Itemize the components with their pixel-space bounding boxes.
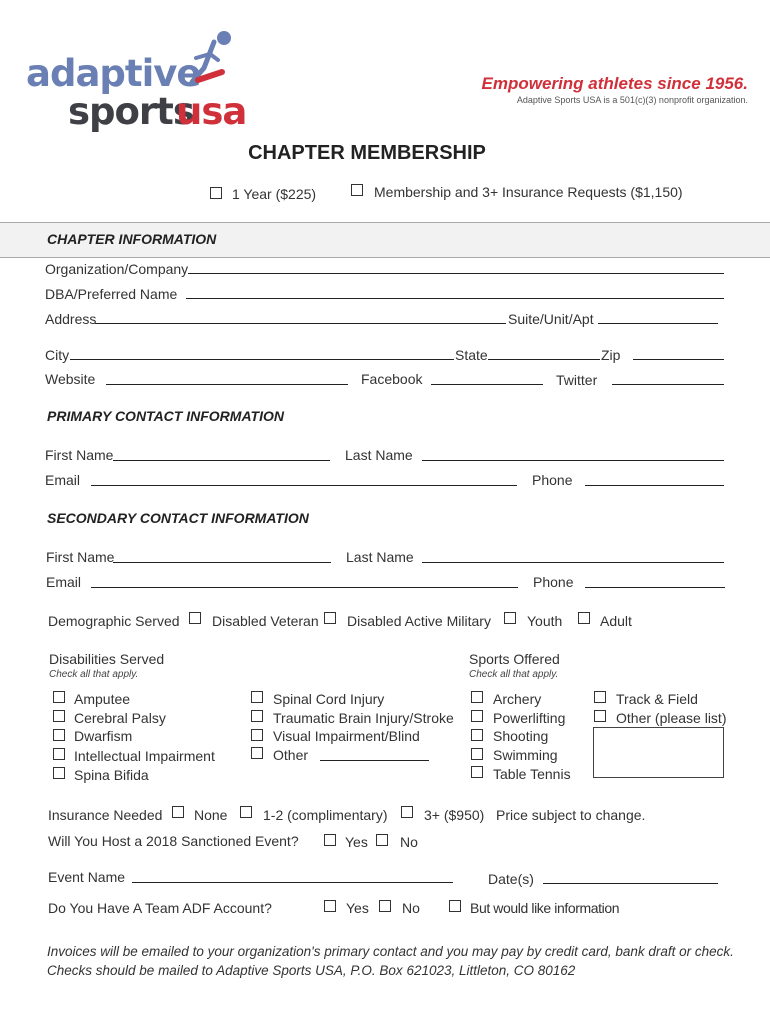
chapter-info-heading: CHAPTER INFORMATION [47,231,217,247]
secondary-email-label: Email [46,574,82,590]
primary-contact-heading: PRIMARY CONTACT INFORMATION [47,408,284,424]
table-tennis-label: Table Tennis [493,766,571,782]
disabilities-note: Check all that apply. [49,669,139,680]
website-field[interactable] [106,384,348,385]
sports-note: Check all that apply. [469,669,559,680]
swimming-label: Swimming [493,747,558,763]
disabled-veteran-label: Disabled Veteran [212,613,319,629]
insurance-none-label: None [194,807,228,823]
adult-checkbox[interactable] [578,612,590,624]
state-field[interactable] [488,359,600,360]
sanctioned-event-yes-checkbox[interactable] [324,834,336,846]
organization-label: Organization/Company [45,261,189,277]
zip-field[interactable] [633,359,724,360]
spina-bifida-checkbox[interactable] [53,767,65,779]
tagline: Empowering athletes since 1956. [481,74,748,93]
address-label: Address [45,311,97,327]
amputee-checkbox[interactable] [53,691,65,703]
address-field[interactable] [95,323,506,324]
primary-phone-field[interactable] [585,485,724,486]
facebook-label: Facebook [361,371,423,387]
amputee-label: Amputee [74,691,131,707]
organization-field[interactable] [188,273,724,274]
youth-checkbox[interactable] [504,612,516,624]
insurance-none-checkbox[interactable] [172,806,184,818]
spinal-cord-injury-checkbox[interactable] [251,691,263,703]
city-label: City [45,347,70,363]
swimming-checkbox[interactable] [471,748,483,760]
sanctioned-event-label: Will You Host a 2018 Sanctioned Event? [48,833,299,849]
cerebral-palsy-checkbox[interactable] [53,710,65,722]
adult-label: Adult [600,613,632,629]
secondary-last-name-field[interactable] [422,562,724,563]
footer-invoice-note: Invoices will be emailed to your organization's primary contact and you may pay by credit card, bank draft or check. [47,944,734,959]
team-adf-info-checkbox[interactable] [449,900,461,912]
logo-word-sports: sports [68,90,194,133]
membership-1-year-checkbox[interactable] [210,187,222,199]
event-name-label: Event Name [48,869,126,885]
secondary-email-field[interactable] [91,587,518,588]
dba-label: DBA/Preferred Name [45,286,178,302]
dwarfism-checkbox[interactable] [53,729,65,741]
logo [26,28,246,138]
archery-label: Archery [493,691,542,707]
powerlifting-label: Powerlifting [493,710,566,726]
demographic-label: Demographic Served [48,613,180,629]
primary-email-field[interactable] [91,485,517,486]
nonprofit-note: Adaptive Sports USA is a 501(c)(3) nonprofit organization. [516,95,748,105]
insurance-3plus-label: 3+ ($950) [424,807,485,823]
shooting-label: Shooting [493,728,549,744]
twitter-label: Twitter [556,372,598,388]
youth-label: Youth [527,613,563,629]
suite-field[interactable] [598,323,718,324]
secondary-contact-heading: SECONDARY CONTACT INFORMATION [47,510,309,526]
athlete-figure-icon [174,28,236,98]
insurance-1-2-checkbox[interactable] [240,806,252,818]
sanctioned-event-no-checkbox[interactable] [376,834,388,846]
dba-field[interactable] [186,298,724,299]
page-title: CHAPTER MEMBERSHIP [248,142,486,164]
sport-other-label: Other (please list) [616,710,727,726]
primary-first-name-field[interactable] [113,460,330,461]
city-field[interactable] [70,359,454,360]
event-dates-label: Date(s) [488,871,534,887]
sports-heading: Sports Offered [469,651,560,667]
shooting-checkbox[interactable] [471,729,483,741]
state-label: State [455,347,488,363]
secondary-first-name-field[interactable] [113,562,331,563]
disabled-active-military-label: Disabled Active Military [347,613,491,629]
logo-word-adaptive: adaptive [26,52,201,95]
insurance-1-2-label: 1-2 (complimentary) [263,807,388,823]
membership-insurance-label: Membership and 3+ Insurance Requests ($1,150) [374,184,683,200]
disability-other-field[interactable] [320,760,429,761]
traumatic-brain-injury-checkbox[interactable] [251,710,263,722]
team-adf-no-checkbox[interactable] [379,900,391,912]
track-field-checkbox[interactable] [594,691,606,703]
website-label: Website [45,371,96,387]
primary-email-label: Email [45,472,81,488]
archery-checkbox[interactable] [471,691,483,703]
primary-last-name-label: Last Name [345,447,413,463]
track-field-label: Track & Field [616,691,698,707]
disabled-veteran-checkbox[interactable] [189,612,201,624]
event-dates-field[interactable] [543,883,718,884]
team-adf-yes-label: Yes [346,900,369,916]
disabled-active-military-checkbox[interactable] [324,612,336,624]
secondary-last-name-label: Last Name [346,549,414,565]
insurance-3plus-checkbox[interactable] [401,806,413,818]
insurance-price-note: Price subject to change. [496,807,646,823]
team-adf-yes-checkbox[interactable] [324,900,336,912]
twitter-field[interactable] [612,384,724,385]
intellectual-impairment-label: Intellectual Impairment [74,748,215,764]
logo-word-usa: usa [176,90,247,133]
membership-insurance-checkbox[interactable] [351,184,363,196]
disability-other-checkbox[interactable] [251,747,263,759]
visual-impairment-checkbox[interactable] [251,729,263,741]
dwarfism-label: Dwarfism [74,728,133,744]
traumatic-brain-injury-label: Traumatic Brain Injury/Stroke [273,710,454,726]
footer-mailing-note: Checks should be mailed to Adaptive Sports USA, P.O. Box 621023, Littleton, CO 80162 [47,963,576,978]
sport-other-checkbox[interactable] [594,710,606,722]
disability-other-label: Other [273,747,309,763]
intellectual-impairment-checkbox[interactable] [53,748,65,760]
team-adf-info-label: But would like information [470,900,620,916]
facebook-field[interactable] [431,384,543,385]
primary-phone-label: Phone [532,472,573,488]
cerebral-palsy-label: Cerebral Palsy [74,710,166,726]
suite-label: Suite/Unit/Apt [508,311,594,327]
membership-1-year-label: 1 Year ($225) [232,186,317,202]
secondary-first-name-label: First Name [46,549,115,565]
table-tennis-checkbox[interactable] [471,766,483,778]
primary-last-name-field[interactable] [422,460,724,461]
sanctioned-event-yes-label: Yes [345,834,368,850]
primary-first-name-label: First Name [45,447,114,463]
secondary-phone-label: Phone [533,574,574,590]
event-name-field[interactable] [132,882,453,883]
spinal-cord-injury-label: Spinal Cord Injury [273,691,385,707]
sport-other-textbox[interactable] [593,727,724,778]
sanctioned-event-no-label: No [400,834,418,850]
team-adf-label: Do You Have A Team ADF Account? [48,900,272,916]
disabilities-heading: Disabilities Served [49,651,165,667]
team-adf-no-label: No [402,900,420,916]
spina-bifida-label: Spina Bifida [74,767,149,783]
secondary-phone-field[interactable] [585,587,725,588]
visual-impairment-label: Visual Impairment/Blind [273,728,420,744]
powerlifting-checkbox[interactable] [471,710,483,722]
insurance-label: Insurance Needed [48,807,163,823]
zip-label: Zip [601,347,621,363]
